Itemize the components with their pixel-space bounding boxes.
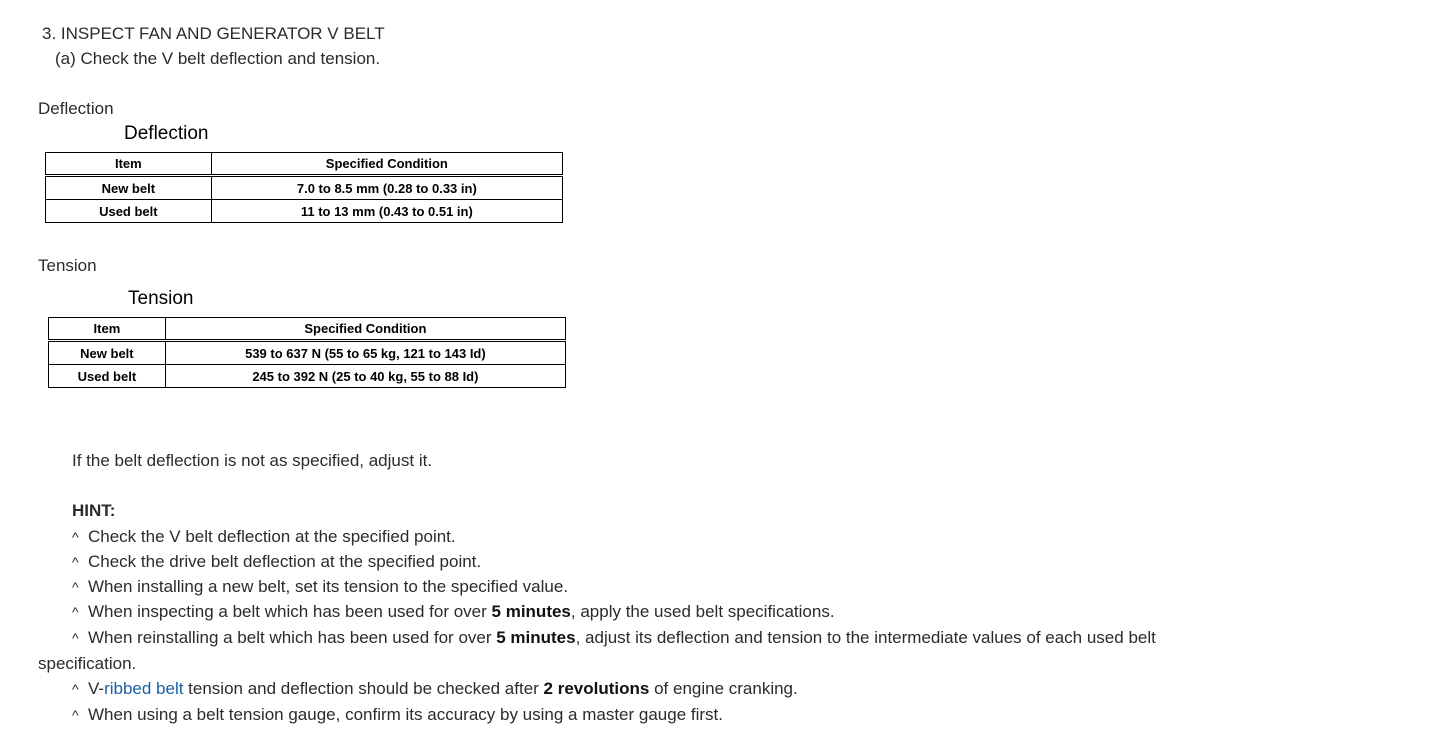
- hint-item: [72, 628, 1156, 648]
- table-cell: 7.0 to 8.5 mm (0.28 to 0.33 in): [211, 176, 562, 200]
- step-subheading: (a) Check the V belt deflection and tension.: [55, 49, 381, 68]
- hint-item: [72, 705, 723, 725]
- hint-item: [72, 552, 481, 572]
- caret-bullet: ^: [72, 630, 79, 646]
- table-cell: Used belt: [46, 200, 212, 223]
- hint-text: , adjust its deflection and tension to the intermediate values of each used belt: [575, 628, 1156, 647]
- table-cell: New belt: [49, 341, 166, 365]
- hint-text: When installing a new belt, set its tension to the specified value.: [88, 577, 569, 596]
- hint-text-continued: specification.: [38, 654, 137, 673]
- caret-bullet: ^: [72, 529, 79, 545]
- table-cell: New belt: [46, 176, 212, 200]
- table-header-row: [46, 153, 563, 176]
- hint-item: [72, 577, 568, 597]
- table-cell: 245 to 392 N (25 to 40 kg, 55 to 88 Id): [165, 365, 565, 388]
- table-cell: 11 to 13 mm (0.43 to 0.51 in): [211, 200, 562, 223]
- hint-text: When reinstalling a belt which has been used for over: [88, 628, 497, 647]
- column-header-condition: Specified Condition: [165, 318, 565, 341]
- deflection-table: [45, 152, 563, 223]
- caret-bullet: ^: [72, 707, 79, 723]
- hint-emphasis: 2 revolutions: [543, 679, 650, 698]
- hint-text: When inspecting a belt which has been used for over: [88, 602, 492, 621]
- tension-label: Tension: [38, 256, 97, 275]
- column-header-item: Item: [46, 153, 212, 176]
- deflection-caption: Deflection: [124, 123, 209, 144]
- table-row: [46, 176, 563, 200]
- caret-bullet: ^: [72, 681, 79, 697]
- table-header-row: [49, 318, 566, 341]
- table-cell: Used belt: [49, 365, 166, 388]
- hint-emphasis: 5 minutes: [496, 628, 576, 647]
- hint-text: of engine cranking.: [649, 679, 798, 698]
- hint-item: [72, 602, 835, 622]
- hint-emphasis: 5 minutes: [491, 602, 571, 621]
- hint-text: , apply the used belt specifications.: [570, 602, 835, 621]
- column-header-condition: Specified Condition: [211, 153, 562, 176]
- hint-text: Check the drive belt deflection at the specified point.: [88, 552, 482, 571]
- caret-bullet: ^: [72, 604, 79, 620]
- hint-text: Check the V belt deflection at the specified point.: [88, 527, 456, 546]
- caret-bullet: ^: [72, 554, 79, 570]
- table-row: [49, 341, 566, 365]
- table-row: [46, 200, 563, 223]
- tension-table: [48, 317, 566, 388]
- adjust-note: If the belt deflection is not as specified, adjust it.: [72, 451, 433, 470]
- caret-bullet: ^: [72, 579, 79, 595]
- hint-item: [72, 679, 798, 699]
- table-row: [49, 365, 566, 388]
- table-cell: 539 to 637 N (55 to 65 kg, 121 to 143 Id): [165, 341, 565, 365]
- ribbed-belt-link[interactable]: ribbed belt: [104, 679, 184, 698]
- hint-text: When using a belt tension gauge, confirm its accuracy by using a master gauge first.: [88, 705, 723, 724]
- hint-text: V-: [88, 679, 105, 698]
- hint-title: HINT:: [72, 501, 116, 520]
- tension-caption: Tension: [128, 288, 194, 309]
- hint-item: [72, 527, 456, 547]
- deflection-label: Deflection: [38, 99, 114, 118]
- step-heading: 3. INSPECT FAN AND GENERATOR V BELT: [42, 24, 385, 43]
- hint-text: tension and deflection should be checked after: [183, 679, 544, 698]
- column-header-item: Item: [49, 318, 166, 341]
